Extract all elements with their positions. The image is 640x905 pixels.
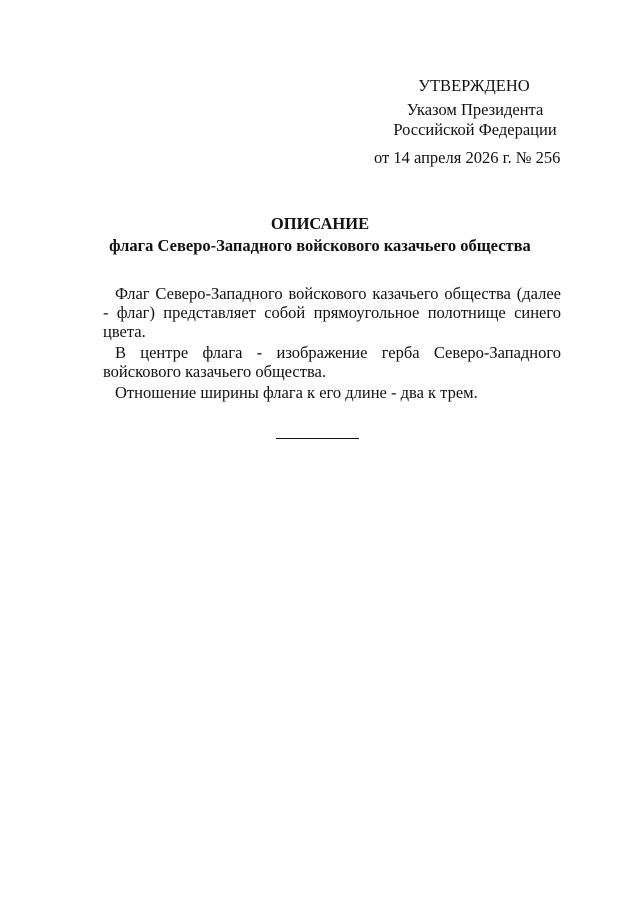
document-subtitle: флага Северо-Западного войскового казачьего общества <box>109 236 531 255</box>
approval-title: УТВЕРЖДЕНО <box>418 76 530 95</box>
document-body <box>103 284 561 404</box>
paragraph-flag-ratio: Отношение ширины флага к его длине - два к трем. <box>115 383 478 402</box>
approval-block <box>360 76 580 168</box>
paragraph-flag-center: В центре флага - изображение герба Северо-Западного войскового казачьего общества. <box>103 343 561 381</box>
end-of-document-rule <box>276 438 359 439</box>
paragraph-flag-description: Флаг Северо-Западного войскового казачьего общества (далее - флаг) представляет собой прямоугольное полотнище синего цвета. <box>103 284 561 341</box>
approval-issuer: Указом Президента <box>406 100 544 119</box>
approval-country: Российской Федерации <box>393 120 557 139</box>
decree-date-number: от 14 апреля 2026 г. № 256 <box>374 148 561 167</box>
document-title: ОПИСАНИЕ <box>270 214 370 233</box>
